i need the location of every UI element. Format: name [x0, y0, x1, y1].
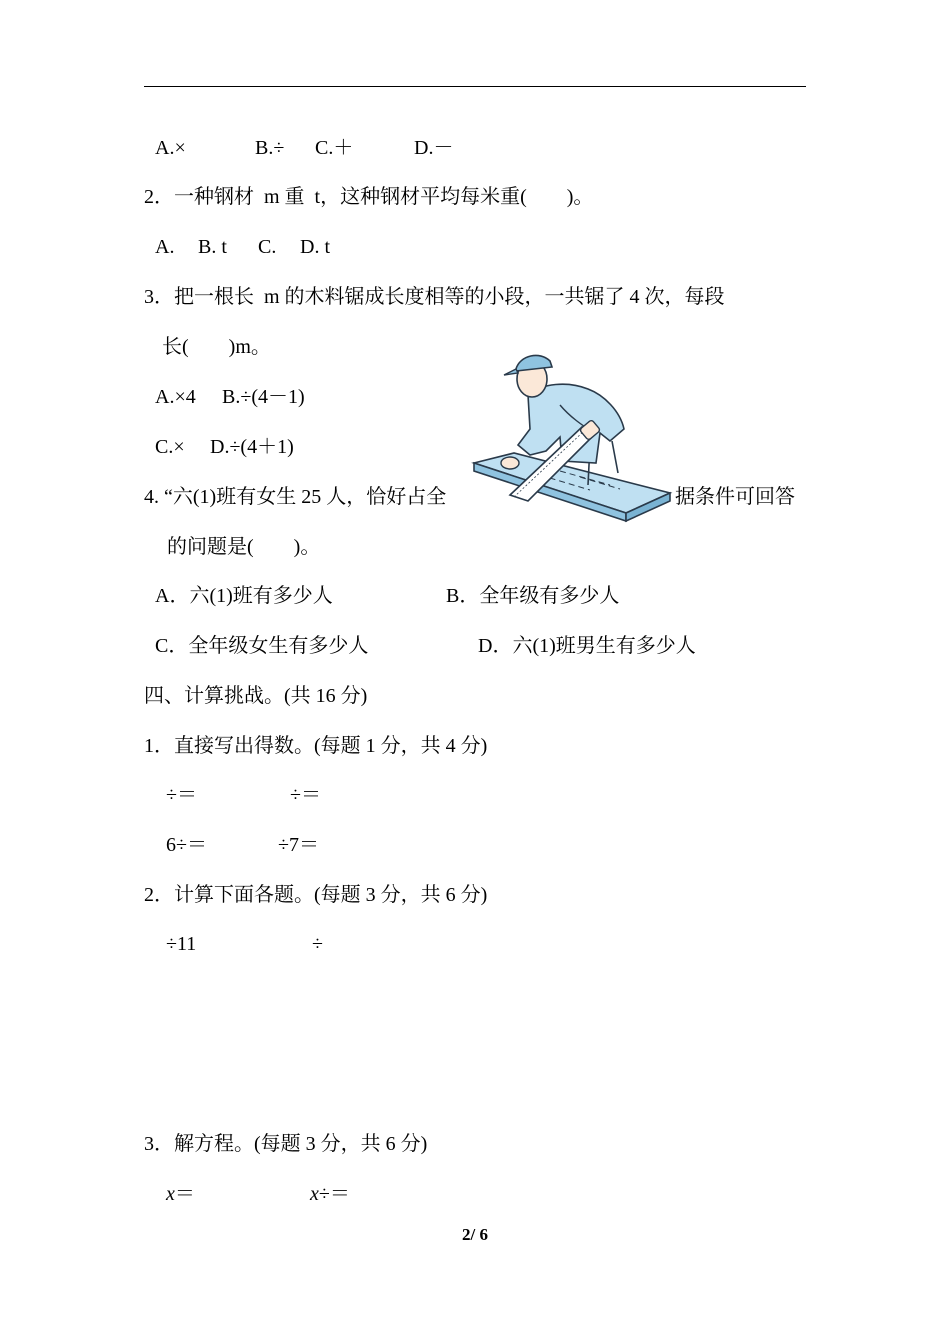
part1-item-3: 6÷＝: [166, 834, 207, 856]
part3-item-2: [310, 1182, 350, 1206]
q1-option-d: D.－: [414, 137, 454, 159]
man-sawing-wood-illustration: [470, 345, 675, 523]
q3-option-d: D.÷(4＋1): [210, 436, 294, 458]
equation-rest: ＝: [174, 1183, 195, 1205]
section4-title: 四、计算挑战。(共 16 分): [144, 685, 368, 707]
q3-option-b: B.÷(4－1): [222, 386, 305, 408]
q2-stem: 2．一种钢材 m 重 t，这种钢材平均每米重( )。: [144, 186, 594, 208]
part1-item-4: ÷7＝: [278, 834, 319, 856]
q4-stem-line1-right: 据条件可回答: [675, 486, 795, 508]
part1-title: 1．直接写出得数。(每题 1 分，共 4 分): [144, 735, 488, 757]
q2-option-a: A.: [155, 236, 175, 258]
q2-option-b: B. t: [198, 236, 227, 258]
part2-item-1: ÷11: [166, 933, 197, 955]
q3-stem-line1: 3．把一根长 m 的木料锯成长度相等的小段，一共锯了 4 次，每段: [144, 286, 725, 308]
q4-option-a: A．六(1)班有多少人: [155, 585, 333, 607]
header-rule: [144, 86, 806, 87]
part2-item-2: ÷: [312, 933, 323, 955]
q4-option-d: D．六(1)班男生有多少人: [478, 635, 696, 657]
variable-x: x: [166, 1183, 175, 1205]
q4-option-c: C．全年级女生有多少人: [155, 635, 369, 657]
part3-title: 3．解方程。(每题 3 分，共 6 分): [144, 1133, 428, 1155]
q2-option-d: D. t: [300, 236, 330, 258]
page-number: 2/ 6: [462, 1225, 488, 1244]
q1-option-a: A.×: [155, 137, 186, 159]
q2-option-c: C.: [258, 236, 277, 258]
q4-stem-line1-left: 4. “六(1)班有女生 25 人，恰好占全: [144, 486, 447, 508]
q3-option-a: A.×4: [155, 386, 196, 408]
q1-option-c: C.＋: [315, 137, 354, 159]
q1-option-b: B.÷: [255, 137, 285, 159]
part3-item-1: [166, 1182, 195, 1206]
part1-item-2: ÷＝: [290, 784, 321, 806]
q4-option-b: B．全年级有多少人: [446, 585, 620, 607]
variable-x: x: [310, 1183, 319, 1205]
q4-stem-line2: 的问题是( )。: [167, 536, 321, 558]
equation-rest: ÷＝: [318, 1183, 350, 1205]
part1-item-1: ÷＝: [166, 784, 197, 806]
q3-stem-line2: 长( )m。: [162, 336, 271, 358]
q3-option-c: C.×: [155, 436, 185, 458]
part2-title: 2．计算下面各题。(每题 3 分，共 6 分): [144, 884, 488, 906]
